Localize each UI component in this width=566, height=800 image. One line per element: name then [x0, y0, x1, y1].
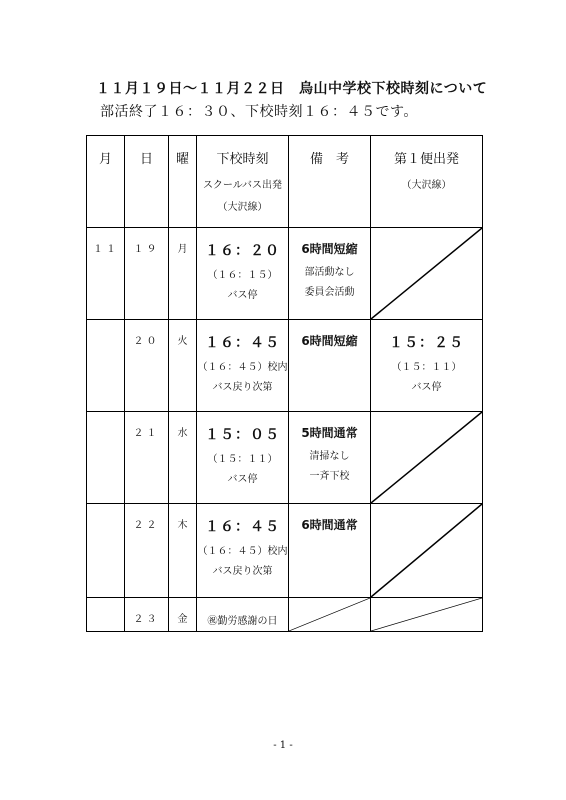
- bus-departure-time: （１６：４５）校内: [197, 362, 288, 373]
- remarks-cell: [289, 504, 371, 598]
- header-weekday: 曜: [169, 136, 197, 228]
- first-bus-cell: [371, 320, 483, 412]
- header-dismissal-sub2: （大沢線）: [217, 202, 268, 213]
- header-first-bus: 第１便出発 （大沢線）: [371, 136, 483, 228]
- diagonal-slash: [371, 504, 482, 597]
- page-number: - 1 -: [273, 740, 293, 751]
- weekday-cell: 水: [169, 412, 197, 504]
- holiday-month-cell: [87, 598, 125, 632]
- header-row: [87, 136, 483, 228]
- schedule-row: [87, 504, 483, 598]
- dismissal-cell: [197, 320, 289, 412]
- day-cell: １９: [125, 228, 169, 320]
- weekday-cell: 月: [169, 228, 197, 320]
- remark-note-1: 部活動なし: [304, 267, 355, 278]
- document-subtitle: 部活終了１６：３０、下校時刻１６：４５です。: [100, 104, 418, 120]
- holiday-weekday: 金: [169, 598, 197, 632]
- month-cell: １１: [87, 228, 125, 320]
- header-month: 月: [87, 136, 125, 228]
- remark-note-2: 委員会活動: [304, 287, 355, 298]
- dismissal-time: １６：４５: [205, 335, 280, 351]
- diagonal-slash: [289, 598, 370, 631]
- first-bus-note: バス停: [411, 382, 442, 393]
- dismissal-time: １６：２０: [205, 243, 280, 259]
- holiday-day: ２３: [125, 598, 169, 632]
- first-bus-empty: [371, 412, 483, 504]
- month-cell: [87, 504, 125, 598]
- bus-departure-time: （１５：１１）: [207, 454, 278, 465]
- dismissal-cell: [197, 412, 289, 504]
- dismissal-time: １６：４５: [205, 519, 280, 535]
- bus-departure-note: バス戻り次第: [212, 566, 273, 577]
- schedule-table: [86, 135, 483, 632]
- weekday-cell: 火: [169, 320, 197, 412]
- document-title: １１月１９日～１１月２２日 烏山中学校下校時刻について: [96, 81, 488, 97]
- first-bus-time: １５：２５: [389, 335, 464, 351]
- holiday-row: [87, 598, 483, 632]
- bus-departure-time: （１６：１５）: [207, 270, 278, 281]
- first-bus-empty: [371, 228, 483, 320]
- holiday-remarks-empty: [289, 598, 371, 632]
- weekday-cell: 木: [169, 504, 197, 598]
- header-first-bus-sub: （大沢線）: [401, 180, 452, 191]
- remark-note-1: 清掃なし: [309, 451, 350, 462]
- day-cell: ２０: [125, 320, 169, 412]
- dismissal-cell: [197, 504, 289, 598]
- remarks-cell: [289, 412, 371, 504]
- bus-departure-time: （１６：４５）校内: [197, 546, 288, 557]
- first-bus-stop-time: （１５：１１）: [391, 362, 462, 373]
- holiday-label-cell: [197, 598, 289, 632]
- day-cell: ２１: [125, 412, 169, 504]
- remarks-cell: [289, 320, 371, 412]
- remark-note-2: 一斉下校: [309, 471, 350, 482]
- bus-departure-note: バス停: [227, 290, 258, 301]
- header-day: 日: [125, 136, 169, 228]
- remark-main: 6時間短縮: [301, 242, 358, 256]
- bus-departure-note: バス停: [227, 474, 258, 485]
- month-cell: [87, 320, 125, 412]
- header-dismissal: 下校時刻 スクールバス出発 （大沢線）: [197, 136, 289, 228]
- first-bus-empty: [371, 504, 483, 598]
- remark-main: 6時間通常: [301, 518, 358, 532]
- schedule-row: [87, 320, 483, 412]
- bus-departure-note: バス戻り次第: [212, 382, 273, 393]
- holiday-label: ㊗勤労感謝の日: [207, 616, 278, 627]
- remark-main: 5時間通常: [301, 426, 358, 440]
- header-dismissal-sub1: スクールバス出発: [202, 180, 283, 191]
- dismissal-cell: [197, 228, 289, 320]
- day-cell: ２２: [125, 504, 169, 598]
- schedule-row: [87, 228, 483, 320]
- diagonal-slash: [371, 228, 482, 319]
- holiday-first-bus-empty: [371, 598, 483, 632]
- header-remarks: 備 考: [289, 136, 371, 228]
- month-cell: [87, 412, 125, 504]
- diagonal-slash: [371, 412, 482, 503]
- remark-main: 6時間短縮: [301, 334, 358, 348]
- dismissal-time: １５：０５: [205, 427, 280, 443]
- schedule-row: [87, 412, 483, 504]
- diagonal-slash: [371, 598, 482, 631]
- remarks-cell: [289, 228, 371, 320]
